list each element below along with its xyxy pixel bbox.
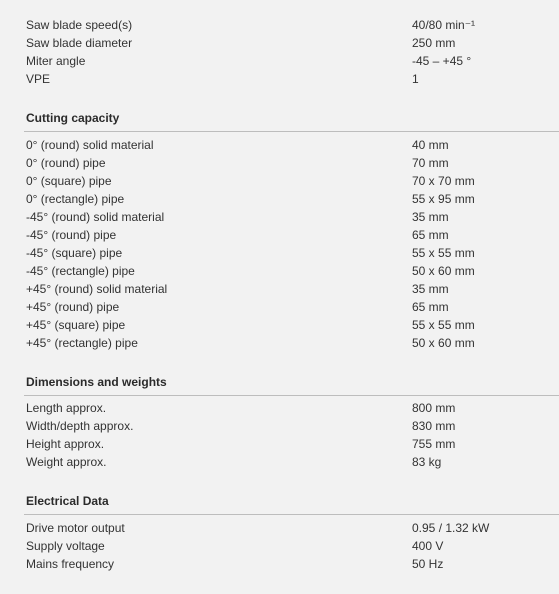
spec-value: 83 kg [412,455,442,469]
spec-row [0,226,559,244]
spec-label: Height approx. [26,437,105,451]
spec-row [0,280,559,298]
spec-value: 70 x 70 mm [412,174,475,188]
spec-value: 400 V [412,539,444,553]
spec-label: -45° (rectangle) pipe [26,264,135,278]
spec-row-saw-blade-speed [0,16,559,34]
spec-value: 65 mm [412,300,449,314]
spec-row [0,190,559,208]
spec-value: 55 x 95 mm [412,192,475,206]
spec-value: 0.95 / 1.32 kW [412,521,490,535]
spec-value: 40/80 min⁻¹ [412,18,476,32]
spec-row [0,417,559,435]
spec-value: 35 mm [412,210,449,224]
spec-value: 70 mm [412,156,449,170]
spec-value: 35 mm [412,282,449,296]
spec-value: 65 mm [412,228,449,242]
spec-label: Length approx. [26,401,107,415]
spec-label: 0° (square) pipe [26,174,112,188]
spec-label: Drive motor output [26,521,125,535]
spec-row [0,435,559,453]
spec-row [0,453,559,471]
spec-value: 250 mm [412,36,456,50]
section-heading-electrical-data: Electrical Data [26,494,109,508]
spec-value: 1 [412,72,419,86]
spec-value: 50 x 60 mm [412,264,475,278]
section-divider [24,395,559,396]
spec-label: Weight approx. [26,455,107,469]
spec-row [0,519,559,537]
spec-row [0,262,559,280]
spec-row [0,172,559,190]
spec-label: -45° (round) pipe [26,228,117,242]
spec-row [0,298,559,316]
spec-label: Saw blade diameter [26,36,133,50]
spec-row [0,244,559,262]
spec-label: Saw blade speed(s) [26,18,133,32]
spec-label: +45° (square) pipe [26,318,126,332]
spec-label: 0° (rectangle) pipe [26,192,125,206]
spec-label: +45° (rectangle) pipe [26,336,138,350]
spec-row [0,399,559,417]
section-heading-dimensions-weights: Dimensions and weights [26,375,167,389]
spec-row-miter-angle [0,52,559,70]
spec-row [0,537,559,555]
spec-value: 830 mm [412,419,456,433]
spec-row [0,316,559,334]
spec-label: -45° (square) pipe [26,246,123,260]
section-heading-cutting-capacity: Cutting capacity [26,111,120,125]
spec-row [0,154,559,172]
spec-value: 40 mm [412,138,449,152]
spec-value: 50 Hz [412,557,444,571]
spec-row [0,334,559,352]
spec-label: +45° (round) solid material [26,282,168,296]
spec-value: 55 x 55 mm [412,246,475,260]
section-divider [24,131,559,132]
spec-label: Miter angle [26,54,86,68]
spec-value: 50 x 60 mm [412,336,475,350]
spec-value: 800 mm [412,401,456,415]
spec-label: +45° (round) pipe [26,300,120,314]
spec-row [0,208,559,226]
spec-label: Mains frequency [26,557,115,571]
spec-value: 55 x 55 mm [412,318,475,332]
spec-row [0,136,559,154]
spec-label: -45° (round) solid material [26,210,165,224]
section-divider [24,514,559,515]
spec-label: 0° (round) pipe [26,156,106,170]
spec-label: 0° (round) solid material [26,138,154,152]
spec-label: VPE [26,72,51,86]
spec-label: Supply voltage [26,539,105,553]
spec-row [0,555,559,573]
spec-value: 755 mm [412,437,456,451]
spec-row-vpe [0,70,559,88]
spec-row-saw-blade-diameter [0,34,559,52]
spec-value: -45 – +45 ° [412,54,472,68]
spec-label: Width/depth approx. [26,419,134,433]
